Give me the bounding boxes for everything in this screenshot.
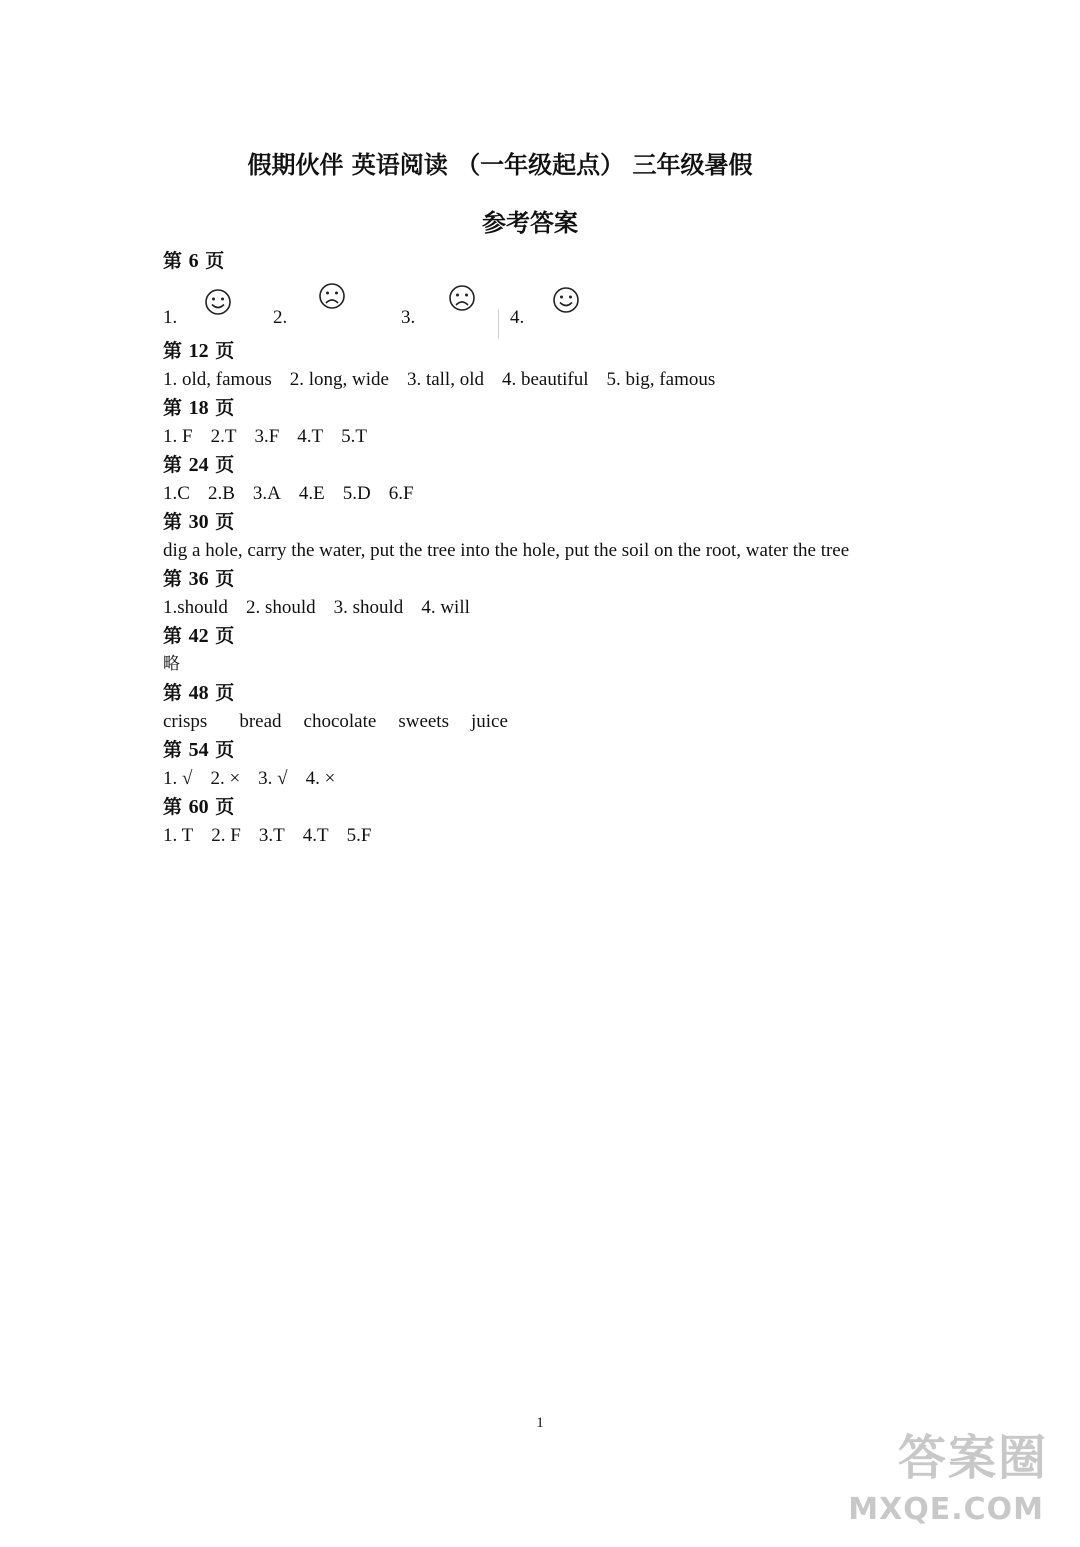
document-subtitle: 参考答案 — [482, 209, 578, 237]
heading-suffix: 页 — [205, 250, 225, 272]
heading-prefix: 第 — [163, 796, 183, 818]
section-heading — [163, 508, 933, 536]
smiley-face-icon — [551, 285, 581, 315]
section-page-24 — [163, 451, 933, 508]
section-heading — [163, 394, 933, 422]
heading-page-number: 54 — [188, 739, 209, 761]
answer-item: juice — [470, 711, 508, 732]
answer-item: 4.T — [302, 825, 329, 846]
answer-line — [163, 707, 933, 736]
heading-page-number: 60 — [188, 796, 209, 818]
answer-item: chocolate — [303, 711, 377, 732]
answer-item: 4.T — [297, 426, 324, 447]
answer-item: crisps — [163, 711, 208, 732]
answer-item: 3. √ — [258, 768, 288, 789]
document-title: 假期伙伴 英语阅读 （一年级起点） 三年级暑假 — [247, 151, 753, 179]
answer-item: sweets — [398, 711, 449, 732]
answer-item: 2. long, wide — [289, 369, 389, 390]
answer-line — [163, 422, 933, 451]
answer-line — [163, 593, 933, 622]
answer-item: 4.E — [298, 483, 325, 504]
heading-suffix: 页 — [215, 625, 235, 647]
answer-text: 略 — [163, 654, 180, 674]
heading-page-number: 36 — [188, 568, 209, 590]
section-page-54 — [163, 736, 933, 793]
section-page-60 — [163, 793, 933, 850]
section-heading — [163, 622, 933, 650]
answer-item: 6.F — [388, 483, 414, 504]
answer-item: 1.should — [163, 597, 228, 618]
answer-line — [163, 479, 933, 508]
heading-suffix: 页 — [215, 397, 235, 419]
answer-item: 3.T — [258, 825, 285, 846]
answer-item: 3.A — [252, 483, 281, 504]
answer-item: 2. × — [210, 768, 241, 789]
answer-item: 4. × — [305, 768, 336, 789]
heading-prefix: 第 — [163, 511, 183, 533]
heading-suffix: 页 — [215, 340, 235, 362]
face-answers — [163, 275, 933, 337]
sad-face-icon — [447, 283, 477, 313]
heading-suffix: 页 — [215, 739, 235, 761]
heading-page-number: 48 — [188, 682, 209, 704]
answer-paragraph: dig a hole, carry the water, put the tree into the hole, put the soil on the root, water the tree — [163, 540, 850, 561]
heading-suffix: 页 — [215, 682, 235, 704]
answer-item: 1.C — [163, 483, 190, 504]
answer-list — [163, 247, 933, 850]
answer-item: bread — [239, 711, 282, 732]
answer-item: 2.T — [210, 426, 237, 447]
answer-item: 4. beautiful — [502, 369, 589, 390]
face-answer-label: 3. — [401, 307, 416, 328]
section-heading — [163, 793, 933, 821]
heading-prefix: 第 — [163, 682, 183, 704]
answer-item: 2. should — [245, 597, 316, 618]
watermark-logo — [848, 1419, 1048, 1527]
answer-line — [163, 365, 933, 394]
section-page-36 — [163, 565, 933, 622]
answer-item: 4. will — [421, 597, 470, 618]
face-answer-label: 1. — [163, 307, 178, 328]
heading-page-number: 12 — [188, 340, 209, 362]
heading-prefix: 第 — [163, 454, 183, 476]
page-number: 1 — [536, 1415, 544, 1431]
face-answer-label: 2. — [273, 307, 288, 328]
section-heading — [163, 679, 933, 707]
answer-item: 1. √ — [163, 768, 193, 789]
section-heading — [163, 565, 933, 593]
heading-prefix: 第 — [163, 340, 183, 362]
answer-item: 3.F — [254, 426, 280, 447]
answer-item: 2.B — [207, 483, 235, 504]
answer-item: 3. should — [333, 597, 404, 618]
heading-prefix: 第 — [163, 625, 183, 647]
heading-page-number: 42 — [188, 625, 209, 647]
section-page-6 — [163, 247, 933, 337]
heading-page-number: 24 — [188, 454, 209, 476]
heading-page-number: 6 — [188, 250, 199, 272]
heading-prefix: 第 — [163, 568, 183, 590]
sad-face-icon — [317, 281, 347, 311]
answer-item: 5.D — [342, 483, 371, 504]
answer-item: 1. T — [163, 825, 194, 846]
section-heading — [163, 247, 933, 275]
section-page-18 — [163, 394, 933, 451]
section-heading — [163, 736, 933, 764]
answer-item: 5. big, famous — [606, 369, 716, 390]
heading-prefix: 第 — [163, 250, 183, 272]
answer-item: 3. tall, old — [406, 369, 484, 390]
heading-prefix: 第 — [163, 397, 183, 419]
smiley-face-icon — [203, 287, 233, 317]
section-heading — [163, 337, 933, 365]
answer-line — [163, 764, 933, 793]
section-page-30 — [163, 508, 933, 565]
answer-item: 2. F — [211, 825, 241, 846]
answer-item: 1. F — [163, 426, 193, 447]
watermark-bottom-text: MXQE.COM — [848, 1492, 1044, 1527]
section-page-42 — [163, 622, 933, 679]
heading-prefix: 第 — [163, 739, 183, 761]
answer-item: 1. old, famous — [163, 369, 272, 390]
heading-page-number: 18 — [188, 397, 209, 419]
heading-suffix: 页 — [215, 568, 235, 590]
divider-line — [498, 309, 499, 339]
answer-item: 5.T — [341, 426, 367, 447]
answer-line — [163, 821, 933, 850]
section-page-12 — [163, 337, 933, 394]
watermark-top-text: 答案圈 — [897, 1430, 1048, 1486]
heading-suffix: 页 — [215, 511, 235, 533]
face-answer-label: 4. — [510, 307, 525, 328]
section-heading — [163, 451, 933, 479]
section-page-48 — [163, 679, 933, 736]
heading-suffix: 页 — [215, 454, 235, 476]
answer-item: 5.F — [346, 825, 372, 846]
heading-page-number: 30 — [188, 511, 209, 533]
heading-suffix: 页 — [215, 796, 235, 818]
